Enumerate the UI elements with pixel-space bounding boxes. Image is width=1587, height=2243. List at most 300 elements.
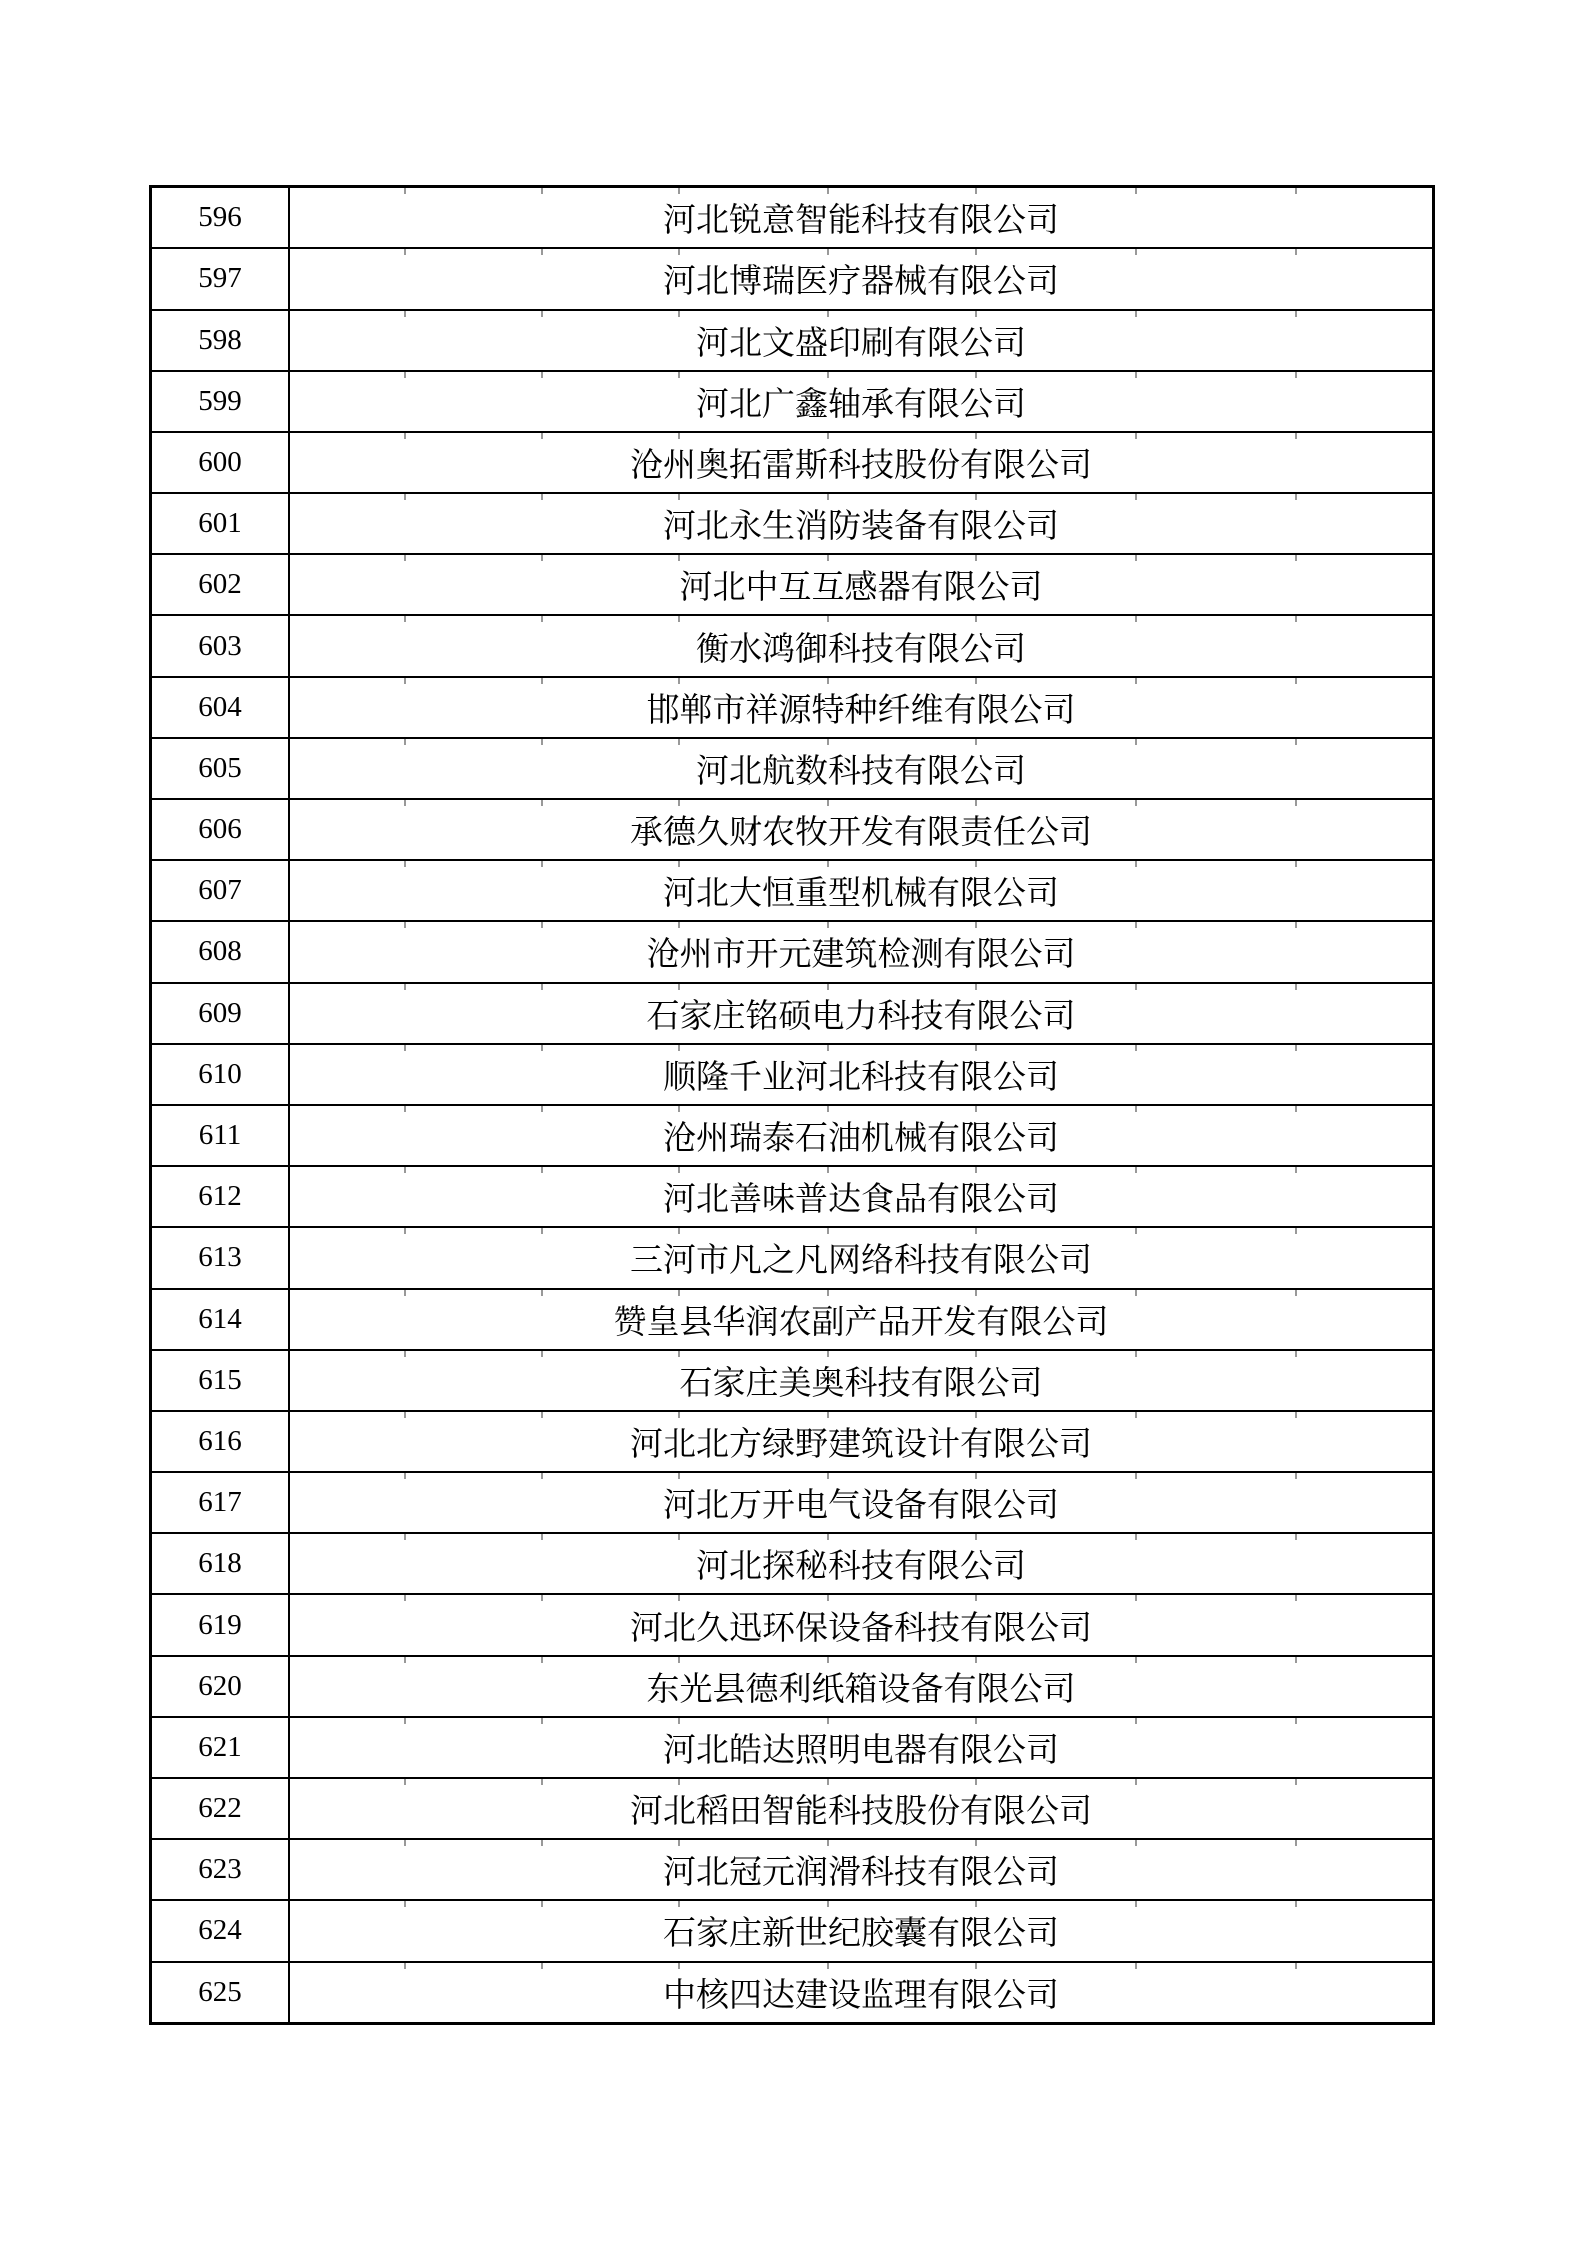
grid-tick-mark: [1295, 615, 1297, 622]
grid-tick-mark: [975, 310, 977, 317]
grid-tick-mark: [975, 371, 977, 378]
table-row: [151, 187, 1434, 249]
grid-tick-mark: [975, 1411, 977, 1418]
company-table: [149, 185, 1435, 2025]
grid-tick-mark: [404, 860, 406, 867]
grid-tick-mark: [678, 1350, 680, 1357]
row-number: 602: [151, 554, 290, 615]
grid-tick-mark: [541, 860, 543, 867]
grid-tick-mark: [1295, 1350, 1297, 1357]
grid-tick-mark: [975, 615, 977, 622]
grid-tick-mark: [975, 1289, 977, 1296]
grid-tick-mark: [678, 310, 680, 317]
grid-tick-mark: [404, 1839, 406, 1846]
grid-tick-mark: [678, 493, 680, 500]
company-name: 河北探秘科技有限公司: [289, 1533, 1434, 1594]
grid-tick-mark: [975, 1717, 977, 1724]
grid-tick-mark: [975, 983, 977, 990]
grid-tick-mark: [678, 1533, 680, 1540]
company-table-body: [151, 187, 1434, 2024]
grid-tick-mark: [541, 1227, 543, 1234]
company-name: 三河市凡之凡网络科技有限公司: [289, 1227, 1434, 1288]
table-row: [151, 983, 1434, 1044]
grid-tick-mark: [678, 1839, 680, 1846]
grid-tick-mark: [827, 310, 829, 317]
grid-tick-mark: [541, 1962, 543, 1969]
grid-tick-mark: [541, 554, 543, 561]
grid-tick-mark: [827, 1717, 829, 1724]
grid-tick-mark: [678, 1105, 680, 1112]
grid-tick-mark: [541, 1839, 543, 1846]
company-name: 河北博瑞医疗器械有限公司: [289, 248, 1434, 309]
grid-tick-mark: [1295, 1166, 1297, 1173]
grid-tick-mark: [404, 493, 406, 500]
row-number: 615: [151, 1350, 290, 1411]
table-row: [151, 1044, 1434, 1105]
company-name: 河北稻田智能科技股份有限公司: [289, 1778, 1434, 1839]
grid-tick-mark: [1135, 187, 1137, 194]
table-row: [151, 677, 1434, 738]
grid-tick-mark: [975, 1533, 977, 1540]
grid-tick-mark: [404, 1778, 406, 1785]
grid-tick-mark: [1135, 1962, 1137, 1969]
grid-tick-mark: [1295, 554, 1297, 561]
grid-tick-mark: [1135, 921, 1137, 928]
grid-tick-mark: [1295, 1839, 1297, 1846]
grid-tick-mark: [1135, 493, 1137, 500]
grid-tick-mark: [975, 738, 977, 745]
company-name: 河北皓达照明电器有限公司: [289, 1717, 1434, 1778]
table-row: [151, 1472, 1434, 1533]
grid-tick-mark: [678, 1166, 680, 1173]
grid-tick-mark: [1135, 1166, 1137, 1173]
grid-tick-mark: [1295, 1044, 1297, 1051]
company-name: 河北万开电气设备有限公司: [289, 1472, 1434, 1533]
grid-tick-mark: [827, 1962, 829, 1969]
table-row: [151, 1227, 1434, 1288]
grid-tick-mark: [1135, 554, 1137, 561]
grid-tick-mark: [404, 1044, 406, 1051]
row-number: 623: [151, 1839, 290, 1900]
grid-tick-mark: [827, 860, 829, 867]
grid-tick-mark: [541, 1900, 543, 1907]
grid-tick-mark: [541, 1656, 543, 1663]
grid-tick-mark: [1295, 738, 1297, 745]
grid-tick-mark: [678, 371, 680, 378]
grid-tick-mark: [1135, 1717, 1137, 1724]
table-row: [151, 371, 1434, 432]
row-number: 614: [151, 1289, 290, 1350]
grid-tick-mark: [541, 615, 543, 622]
grid-tick-mark: [975, 493, 977, 500]
row-number: 610: [151, 1044, 290, 1105]
grid-tick-mark: [404, 1289, 406, 1296]
grid-tick-mark: [827, 1166, 829, 1173]
grid-tick-mark: [541, 921, 543, 928]
grid-tick-mark: [1135, 371, 1137, 378]
grid-tick-mark: [678, 738, 680, 745]
grid-tick-mark: [975, 1472, 977, 1479]
row-number: 605: [151, 738, 290, 799]
table-row: [151, 1411, 1434, 1472]
grid-tick-mark: [1295, 1594, 1297, 1601]
grid-tick-mark: [404, 1962, 406, 1969]
grid-tick-mark: [1295, 371, 1297, 378]
grid-tick-mark: [827, 1411, 829, 1418]
table-row: [151, 1839, 1434, 1900]
grid-tick-mark: [1135, 1227, 1137, 1234]
grid-tick-mark: [827, 1900, 829, 1907]
grid-tick-mark: [404, 371, 406, 378]
company-name: 衡水鸿御科技有限公司: [289, 615, 1434, 676]
grid-tick-mark: [1135, 1594, 1137, 1601]
table-row: [151, 1289, 1434, 1350]
grid-tick-mark: [678, 432, 680, 439]
grid-tick-mark: [678, 983, 680, 990]
table-row: [151, 738, 1434, 799]
table-row: [151, 554, 1434, 615]
grid-tick-mark: [975, 1900, 977, 1907]
grid-tick-mark: [1135, 860, 1137, 867]
grid-tick-mark: [1135, 799, 1137, 806]
row-number: 596: [151, 187, 290, 249]
grid-tick-mark: [541, 738, 543, 745]
row-number: 609: [151, 983, 290, 1044]
grid-tick-mark: [404, 248, 406, 255]
grid-tick-mark: [541, 1105, 543, 1112]
grid-tick-mark: [1295, 1105, 1297, 1112]
grid-tick-mark: [827, 248, 829, 255]
table-row: [151, 1350, 1434, 1411]
grid-tick-mark: [827, 1839, 829, 1846]
grid-tick-mark: [404, 1472, 406, 1479]
grid-tick-mark: [404, 1350, 406, 1357]
table-row: [151, 1717, 1434, 1778]
row-number: 619: [151, 1594, 290, 1655]
grid-tick-mark: [541, 1533, 543, 1540]
grid-tick-mark: [678, 554, 680, 561]
grid-tick-mark: [404, 554, 406, 561]
grid-tick-mark: [404, 1594, 406, 1601]
grid-tick-mark: [678, 677, 680, 684]
grid-tick-mark: [541, 1350, 543, 1357]
grid-tick-mark: [1295, 1656, 1297, 1663]
table-row: [151, 1962, 1434, 2024]
grid-tick-mark: [827, 983, 829, 990]
grid-tick-mark: [1295, 983, 1297, 990]
grid-tick-mark: [827, 1472, 829, 1479]
grid-tick-mark: [1295, 1717, 1297, 1724]
grid-tick-mark: [827, 554, 829, 561]
grid-tick-mark: [404, 187, 406, 194]
grid-tick-mark: [1135, 1533, 1137, 1540]
company-name: 河北善味普达食品有限公司: [289, 1166, 1434, 1227]
grid-tick-mark: [827, 1105, 829, 1112]
table-row: [151, 1778, 1434, 1839]
grid-tick-mark: [678, 1044, 680, 1051]
table-row: [151, 860, 1434, 921]
grid-tick-mark: [827, 1044, 829, 1051]
grid-tick-mark: [404, 983, 406, 990]
company-name: 沧州奥拓雷斯科技股份有限公司: [289, 432, 1434, 493]
table-row: [151, 310, 1434, 371]
grid-tick-mark: [404, 677, 406, 684]
company-name: 沧州瑞泰石油机械有限公司: [289, 1105, 1434, 1166]
grid-tick-mark: [1295, 860, 1297, 867]
grid-tick-mark: [827, 1289, 829, 1296]
grid-tick-mark: [1135, 983, 1137, 990]
grid-tick-mark: [404, 615, 406, 622]
grid-tick-mark: [678, 1900, 680, 1907]
table-row: [151, 799, 1434, 860]
company-name: 石家庄美奥科技有限公司: [289, 1350, 1434, 1411]
grid-tick-mark: [541, 432, 543, 439]
grid-tick-mark: [541, 1717, 543, 1724]
table-row: [151, 921, 1434, 982]
grid-tick-mark: [827, 1656, 829, 1663]
grid-tick-mark: [1295, 1289, 1297, 1296]
grid-tick-mark: [1295, 310, 1297, 317]
grid-tick-mark: [975, 1227, 977, 1234]
grid-tick-mark: [541, 248, 543, 255]
grid-tick-mark: [1135, 1044, 1137, 1051]
company-name: 赞皇县华润农副产品开发有限公司: [289, 1289, 1434, 1350]
grid-tick-mark: [678, 1594, 680, 1601]
grid-tick-mark: [541, 1044, 543, 1051]
grid-tick-mark: [827, 615, 829, 622]
company-name: 中核四达建设监理有限公司: [289, 1962, 1434, 2024]
table-row: [151, 615, 1434, 676]
row-number: 600: [151, 432, 290, 493]
grid-tick-mark: [678, 1717, 680, 1724]
row-number: 607: [151, 860, 290, 921]
grid-tick-mark: [1295, 1962, 1297, 1969]
grid-tick-mark: [678, 921, 680, 928]
grid-tick-mark: [827, 493, 829, 500]
company-name: 邯郸市祥源特种纤维有限公司: [289, 677, 1434, 738]
grid-tick-mark: [404, 432, 406, 439]
grid-tick-mark: [678, 1227, 680, 1234]
row-number: 613: [151, 1227, 290, 1288]
grid-tick-mark: [541, 1472, 543, 1479]
grid-tick-mark: [975, 1350, 977, 1357]
grid-tick-mark: [975, 1044, 977, 1051]
grid-tick-mark: [1135, 1900, 1137, 1907]
grid-tick-mark: [404, 1411, 406, 1418]
grid-tick-mark: [1135, 1411, 1137, 1418]
grid-tick-mark: [678, 1411, 680, 1418]
grid-tick-mark: [678, 1656, 680, 1663]
grid-tick-mark: [1135, 677, 1137, 684]
grid-tick-mark: [1295, 1411, 1297, 1418]
company-name: 石家庄铭硕电力科技有限公司: [289, 983, 1434, 1044]
table-row: [151, 493, 1434, 554]
company-name: 河北文盛印刷有限公司: [289, 310, 1434, 371]
grid-tick-mark: [1295, 248, 1297, 255]
grid-tick-mark: [404, 1656, 406, 1663]
grid-tick-mark: [827, 1350, 829, 1357]
grid-tick-mark: [975, 554, 977, 561]
row-number: 604: [151, 677, 290, 738]
grid-tick-mark: [975, 1105, 977, 1112]
grid-tick-mark: [1295, 1227, 1297, 1234]
grid-tick-mark: [541, 1594, 543, 1601]
row-number: 612: [151, 1166, 290, 1227]
grid-tick-mark: [404, 921, 406, 928]
grid-tick-mark: [541, 1289, 543, 1296]
grid-tick-mark: [975, 1166, 977, 1173]
row-number: 620: [151, 1656, 290, 1717]
grid-tick-mark: [541, 1166, 543, 1173]
company-name: 河北冠元润滑科技有限公司: [289, 1839, 1434, 1900]
grid-tick-mark: [541, 310, 543, 317]
table-row: [151, 1656, 1434, 1717]
grid-tick-mark: [827, 1227, 829, 1234]
grid-tick-mark: [827, 921, 829, 928]
company-name: 沧州市开元建筑检测有限公司: [289, 921, 1434, 982]
row-number: 616: [151, 1411, 290, 1472]
grid-tick-mark: [975, 187, 977, 194]
grid-tick-mark: [678, 1962, 680, 1969]
grid-tick-mark: [541, 799, 543, 806]
company-name: 石家庄新世纪胶囊有限公司: [289, 1900, 1434, 1961]
company-name: 河北广鑫轴承有限公司: [289, 371, 1434, 432]
row-number: 611: [151, 1105, 290, 1166]
grid-tick-mark: [1295, 1472, 1297, 1479]
grid-tick-mark: [541, 677, 543, 684]
table-row: [151, 1105, 1434, 1166]
grid-tick-mark: [975, 248, 977, 255]
grid-tick-mark: [1295, 799, 1297, 806]
grid-tick-mark: [827, 432, 829, 439]
grid-tick-mark: [975, 860, 977, 867]
grid-tick-mark: [678, 248, 680, 255]
grid-tick-mark: [404, 1533, 406, 1540]
grid-tick-mark: [1135, 1839, 1137, 1846]
grid-tick-mark: [827, 1533, 829, 1540]
table-row: [151, 1166, 1434, 1227]
grid-tick-mark: [1135, 1778, 1137, 1785]
grid-tick-mark: [827, 1594, 829, 1601]
row-number: 608: [151, 921, 290, 982]
grid-tick-mark: [1135, 310, 1137, 317]
grid-tick-mark: [1135, 432, 1137, 439]
table-row: [151, 1594, 1434, 1655]
grid-tick-mark: [404, 1717, 406, 1724]
grid-tick-mark: [827, 677, 829, 684]
grid-tick-mark: [541, 983, 543, 990]
grid-tick-mark: [975, 799, 977, 806]
row-number: 622: [151, 1778, 290, 1839]
grid-tick-mark: [678, 799, 680, 806]
grid-tick-mark: [975, 1656, 977, 1663]
grid-tick-mark: [1295, 432, 1297, 439]
table-row: [151, 432, 1434, 493]
row-number: 625: [151, 1962, 290, 2024]
grid-tick-mark: [975, 677, 977, 684]
grid-tick-mark: [827, 738, 829, 745]
table-row: [151, 248, 1434, 309]
grid-tick-mark: [678, 187, 680, 194]
grid-tick-mark: [1295, 1900, 1297, 1907]
grid-tick-mark: [404, 1166, 406, 1173]
row-number: 603: [151, 615, 290, 676]
grid-tick-mark: [1135, 1472, 1137, 1479]
grid-tick-mark: [404, 1105, 406, 1112]
row-number: 618: [151, 1533, 290, 1594]
grid-tick-mark: [827, 187, 829, 194]
grid-tick-mark: [541, 371, 543, 378]
grid-tick-mark: [678, 1778, 680, 1785]
grid-tick-mark: [678, 1472, 680, 1479]
company-name: 河北永生消防装备有限公司: [289, 493, 1434, 554]
grid-tick-mark: [541, 1778, 543, 1785]
grid-tick-mark: [1135, 1289, 1137, 1296]
grid-tick-mark: [1135, 615, 1137, 622]
company-name: 顺隆千业河北科技有限公司: [289, 1044, 1434, 1105]
grid-tick-mark: [1295, 1778, 1297, 1785]
company-name: 承德久财农牧开发有限责任公司: [289, 799, 1434, 860]
grid-tick-mark: [975, 921, 977, 928]
grid-tick-mark: [975, 1839, 977, 1846]
company-name: 河北航数科技有限公司: [289, 738, 1434, 799]
company-name: 河北中互互感器有限公司: [289, 554, 1434, 615]
row-number: 601: [151, 493, 290, 554]
grid-tick-mark: [827, 1778, 829, 1785]
grid-tick-mark: [678, 615, 680, 622]
grid-tick-mark: [404, 738, 406, 745]
table-row: [151, 1533, 1434, 1594]
grid-tick-mark: [1295, 677, 1297, 684]
grid-tick-mark: [975, 1594, 977, 1601]
grid-tick-mark: [1295, 187, 1297, 194]
grid-tick-mark: [827, 799, 829, 806]
row-number: 621: [151, 1717, 290, 1778]
grid-tick-mark: [1295, 921, 1297, 928]
grid-tick-mark: [404, 1900, 406, 1907]
grid-tick-mark: [975, 1778, 977, 1785]
grid-tick-mark: [1295, 493, 1297, 500]
grid-tick-mark: [541, 187, 543, 194]
company-name: 河北锐意智能科技有限公司: [289, 187, 1434, 249]
grid-tick-mark: [975, 1962, 977, 1969]
row-number: 598: [151, 310, 290, 371]
grid-tick-mark: [541, 493, 543, 500]
grid-tick-mark: [1135, 738, 1137, 745]
grid-tick-mark: [1135, 1105, 1137, 1112]
grid-tick-mark: [404, 799, 406, 806]
company-name: 河北大恒重型机械有限公司: [289, 860, 1434, 921]
grid-tick-mark: [404, 1227, 406, 1234]
company-name: 河北久迅环保设备科技有限公司: [289, 1594, 1434, 1655]
row-number: 599: [151, 371, 290, 432]
grid-tick-mark: [1135, 248, 1137, 255]
row-number: 617: [151, 1472, 290, 1533]
row-number: 597: [151, 248, 290, 309]
row-number: 624: [151, 1900, 290, 1961]
grid-tick-mark: [678, 1289, 680, 1296]
grid-tick-mark: [975, 432, 977, 439]
grid-tick-mark: [541, 1411, 543, 1418]
grid-tick-mark: [1135, 1350, 1137, 1357]
grid-tick-mark: [678, 860, 680, 867]
company-name: 河北北方绿野建筑设计有限公司: [289, 1411, 1434, 1472]
grid-tick-mark: [1295, 1533, 1297, 1540]
grid-tick-mark: [404, 310, 406, 317]
table-row: [151, 1900, 1434, 1961]
company-name: 东光县德利纸箱设备有限公司: [289, 1656, 1434, 1717]
grid-tick-mark: [1135, 1656, 1137, 1663]
